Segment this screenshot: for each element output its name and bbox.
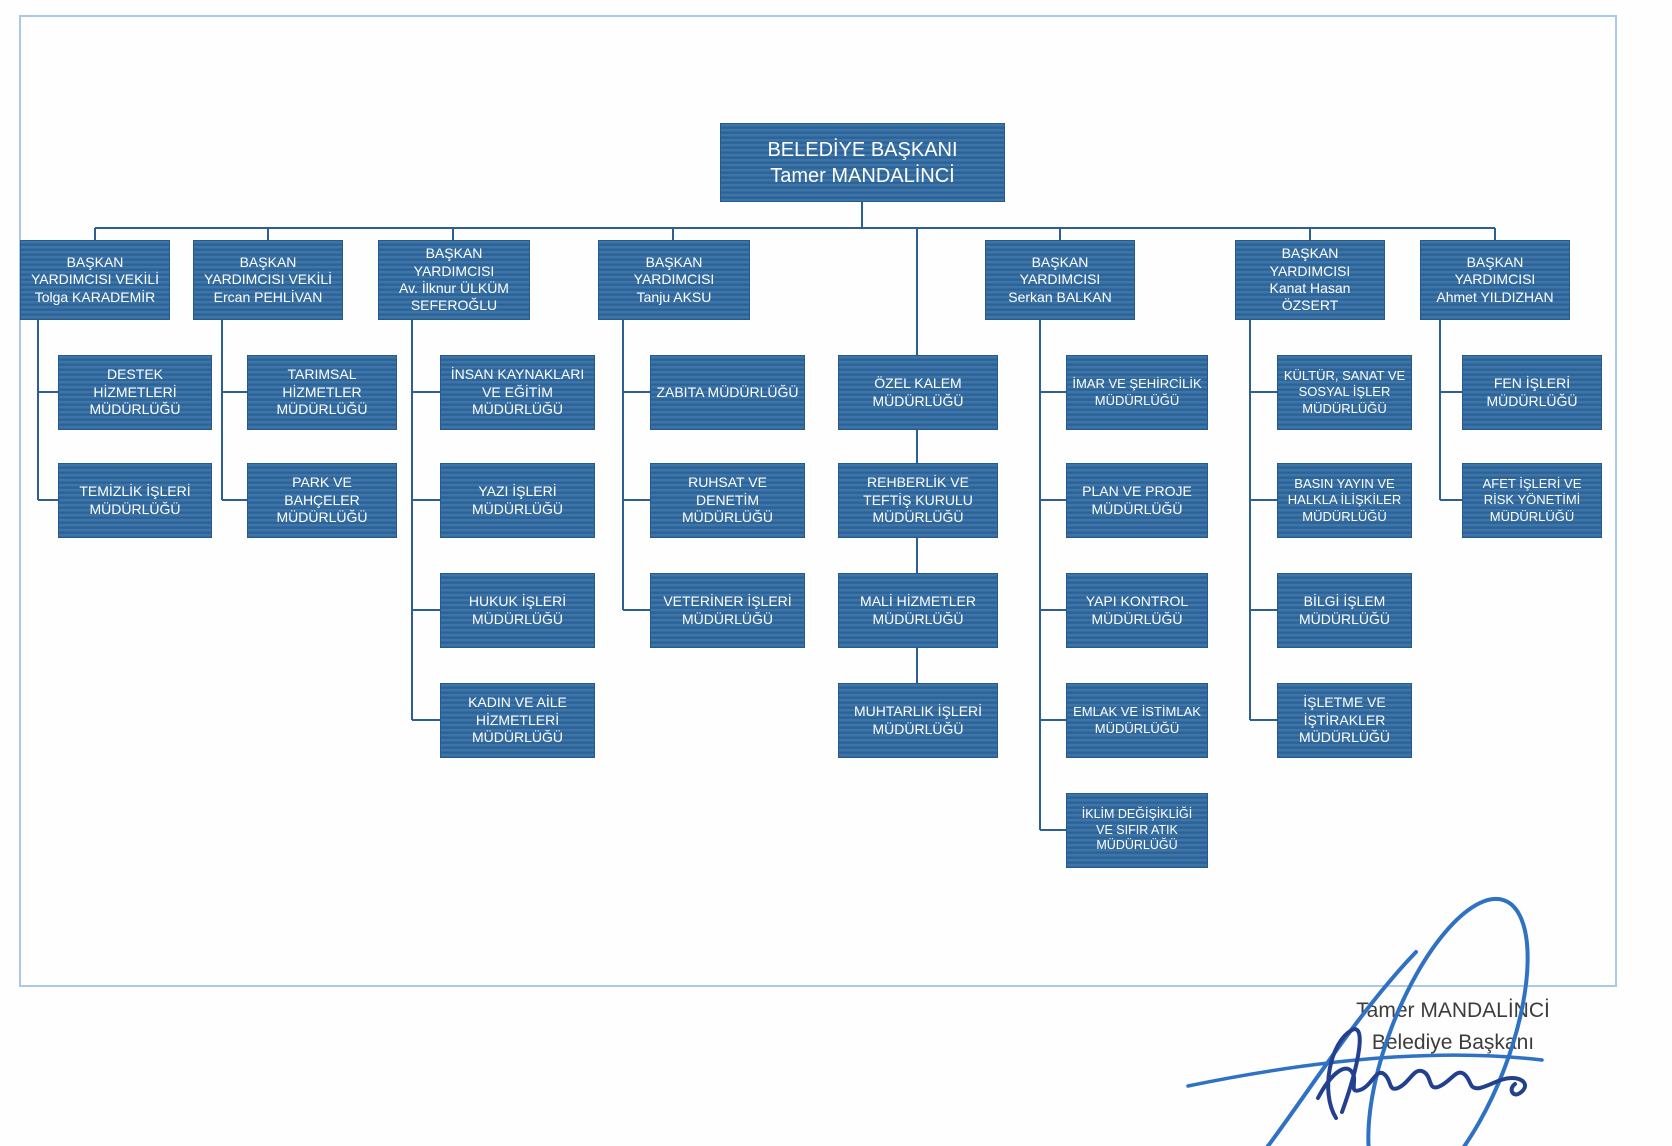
mayor-name: Tamer MANDALİNCİ xyxy=(770,164,955,187)
deputy-box-5 xyxy=(985,240,1135,320)
deputy-title: BAŞKAN YARDIMCISI xyxy=(413,245,495,279)
dept-box xyxy=(838,683,998,758)
dept-box xyxy=(1066,683,1208,758)
deputy-name: Tanju AKSU xyxy=(636,288,712,305)
dept-label: ÖZEL KALEM MÜDÜRLÜĞÜ xyxy=(872,375,964,409)
dept-box xyxy=(440,463,595,538)
dept-label: İNSAN KAYNAKLARI VE EĞİTİM MÜDÜRLÜĞÜ xyxy=(450,366,585,418)
dept-label: MALİ HİZMETLER MÜDÜRLÜĞÜ xyxy=(860,593,976,627)
dept-box xyxy=(1462,463,1602,538)
dept-label: PARK VE BAHÇELER MÜDÜRLÜĞÜ xyxy=(276,474,368,526)
dept-label: KADIN VE AİLE HİZMETLERİ MÜDÜRLÜĞÜ xyxy=(468,694,567,746)
dept-box xyxy=(1277,573,1412,648)
deputy-name: Ercan PEHLİVAN xyxy=(213,288,323,305)
dept-label: VETERİNER İŞLERİ MÜDÜRLÜĞÜ xyxy=(663,593,792,627)
dept-box xyxy=(440,355,595,430)
dept-box xyxy=(1277,355,1412,430)
deputy-name: Av. İlknur ÜLKÜM SEFEROĞLU xyxy=(399,280,509,314)
dept-box xyxy=(58,355,212,430)
dept-box xyxy=(1066,573,1208,648)
dept-box xyxy=(1066,463,1208,538)
signature-title: Belediye Başkanı xyxy=(1371,1030,1535,1054)
dept-box xyxy=(1277,463,1412,538)
deputy-title: BAŞKAN YARDIMCISI xyxy=(1269,245,1351,279)
dept-box xyxy=(838,573,998,648)
dept-label: ZABITA MÜDÜRLÜĞÜ xyxy=(656,383,799,400)
deputy-box-1 xyxy=(20,240,170,320)
dept-box xyxy=(1462,355,1602,430)
deputy-title: BAŞKAN YARDIMCISI xyxy=(1454,253,1536,288)
dept-label: İŞLETME VE İŞTİRAKLER MÜDÜRLÜĞÜ xyxy=(1299,694,1390,746)
deputy-box-2 xyxy=(193,240,343,320)
dept-label: İMAR VE ŞEHİRCİLİK MÜDÜRLÜĞÜ xyxy=(1072,376,1202,408)
deputy-name: Kanat Hasan ÖZSERT xyxy=(1269,280,1351,314)
dept-box xyxy=(1066,793,1208,868)
signature-name: Tamer MANDALİNCİ xyxy=(1356,999,1550,1022)
dept-label: AFET İŞLERİ VE RİSK YÖNETİMİ MÜDÜRLÜĞÜ xyxy=(1482,476,1582,524)
dept-label: KÜLTÜR, SANAT VE SOSYAL İŞLER MÜDÜRLÜĞÜ xyxy=(1283,368,1406,416)
dept-label: BASIN YAYIN VE HALKLA İLİŞKİLER MÜDÜRLÜĞÜ xyxy=(1287,476,1402,524)
dept-box xyxy=(1277,683,1412,758)
dept-label: DESTEK HİZMETLERİ MÜDÜRLÜĞÜ xyxy=(89,366,181,418)
mayor-title: BELEDİYE BAŞKANI xyxy=(767,138,958,161)
dept-label: FEN İŞLERİ MÜDÜRLÜĞÜ xyxy=(1486,375,1578,409)
dept-label: TARIMSAL HİZMETLER MÜDÜRLÜĞÜ xyxy=(276,366,368,418)
dept-label: BİLGİ İŞLEM MÜDÜRLÜĞÜ xyxy=(1299,593,1390,627)
deputy-box-4 xyxy=(598,240,750,320)
dept-box xyxy=(58,463,212,538)
dept-box xyxy=(838,355,998,430)
dept-box xyxy=(440,573,595,648)
dept-label: PLAN VE PROJE MÜDÜRLÜĞÜ xyxy=(1082,483,1192,517)
deputy-title: BAŞKAN YARDIMCISI xyxy=(633,253,715,288)
dept-label: RUHSAT VE DENETİM MÜDÜRLÜĞÜ xyxy=(682,474,773,526)
deputy-title: BAŞKAN YARDIMCISI xyxy=(1019,253,1101,288)
dept-box xyxy=(1066,355,1208,430)
deputy-name: Tolga KARADEMİR xyxy=(34,288,156,305)
deputy-name: Serkan BALKAN xyxy=(1008,288,1112,305)
dept-box xyxy=(650,355,805,430)
dept-label: YAZI İŞLERİ MÜDÜRLÜĞÜ xyxy=(472,483,563,517)
dept-label: TEMİZLİK İŞLERİ MÜDÜRLÜĞÜ xyxy=(79,483,191,517)
deputy-name: Ahmet YILDIZHAN xyxy=(1436,288,1554,305)
dept-box xyxy=(650,573,805,648)
dept-box xyxy=(650,463,805,538)
dept-box xyxy=(838,463,998,538)
dept-box xyxy=(247,463,397,538)
deputy-title: BAŞKAN YARDIMCISI VEKİLİ xyxy=(30,253,160,288)
dept-box xyxy=(440,683,595,758)
dept-label: YAPI KONTROL MÜDÜRLÜĞÜ xyxy=(1085,593,1189,627)
mayor-box xyxy=(720,123,1005,202)
deputy-box-7 xyxy=(1420,240,1570,320)
dept-label: İKLİM DEĞİŞİKLİĞİ VE SIFIR ATIK MÜDÜRLÜĞÜ xyxy=(1081,807,1193,853)
dept-label: REHBERLİK VE TEFTİŞ KURULU MÜDÜRLÜĞÜ xyxy=(863,474,973,526)
deputy-box-3 xyxy=(378,240,530,320)
deputy-box-6 xyxy=(1235,240,1385,320)
dept-label: MUHTARLIK İŞLERİ MÜDÜRLÜĞÜ xyxy=(853,703,983,737)
dept-label: HUKUK İŞLERİ MÜDÜRLÜĞÜ xyxy=(468,593,567,627)
deputy-title: BAŞKAN YARDIMCISI VEKİLİ xyxy=(203,253,333,288)
signature-block xyxy=(1293,995,1613,1058)
dept-label: EMLAK VE İSTİMLAK MÜDÜRLÜĞÜ xyxy=(1073,704,1201,736)
dept-box xyxy=(247,355,397,430)
